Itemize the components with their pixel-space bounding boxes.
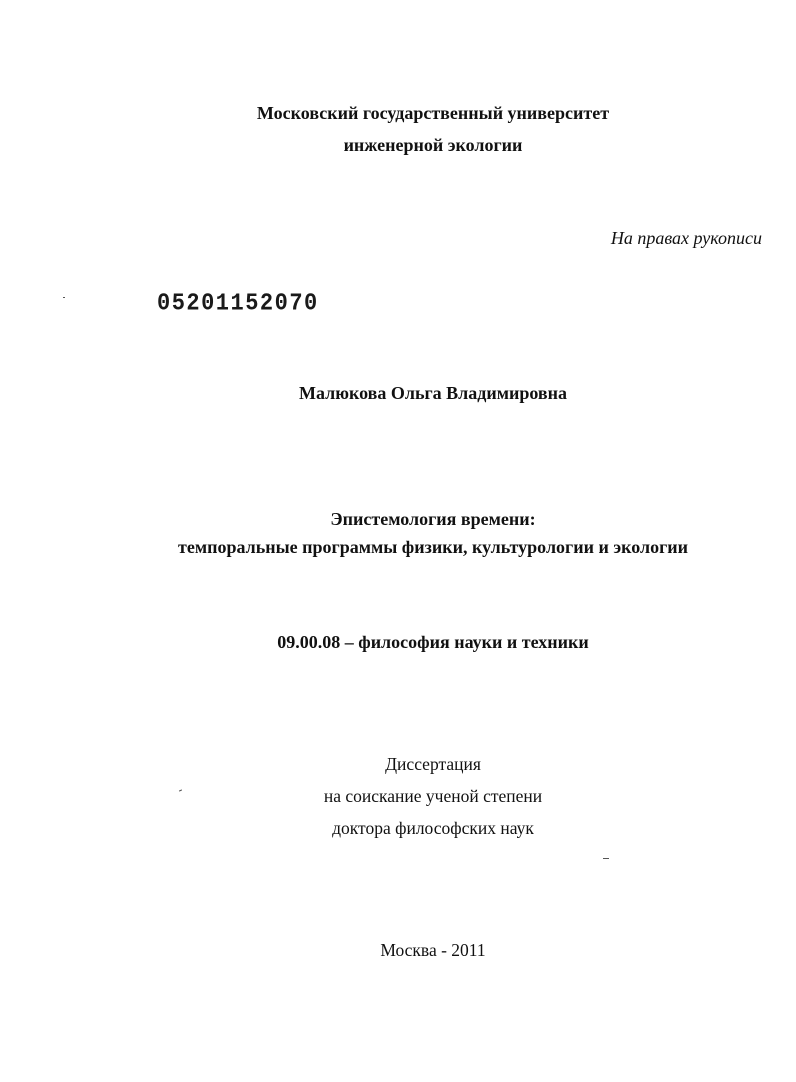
university-name-line1: Московский государственный университет <box>256 103 610 123</box>
stamp-number: 05201152070 <box>157 290 319 317</box>
document-purpose: на соискание ученой степени <box>323 786 543 806</box>
author-name: Малюкова Ольга Владимировна <box>298 383 568 403</box>
dissertation-title-line1: Эпистемология времени: <box>330 509 536 529</box>
manuscript-note: На правах рукописи <box>610 228 762 248</box>
document-degree: доктора философских наук <box>332 818 534 838</box>
scan-speck <box>63 297 65 298</box>
dissertation-title-line2: темпоральные программы физики, культурологии и экологии <box>177 537 689 557</box>
city-year: Москва - 2011 <box>380 940 486 960</box>
scan-speck <box>603 858 609 859</box>
document-type: Диссертация <box>385 754 481 774</box>
specialty-code: 09.00.08 – философия науки и техники <box>277 632 589 652</box>
university-name-line2: инженерной экологии <box>343 135 523 155</box>
